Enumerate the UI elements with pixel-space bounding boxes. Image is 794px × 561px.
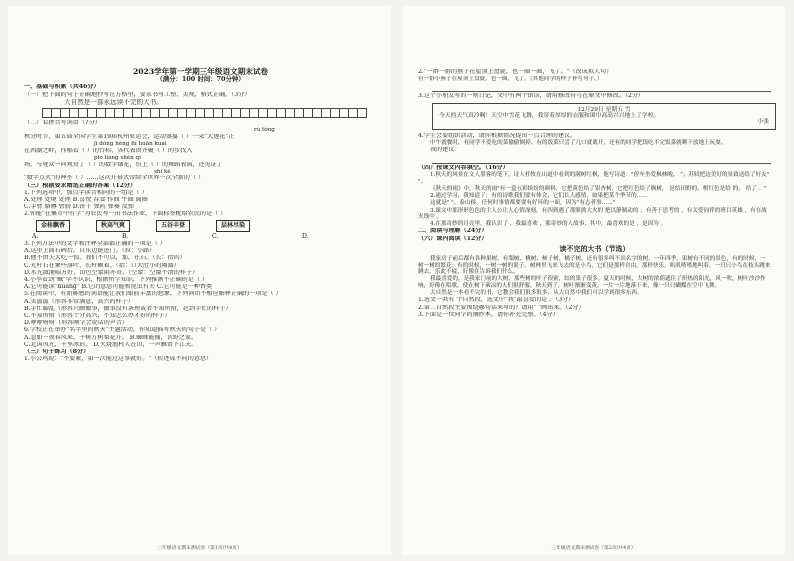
option-line: C.光杆石在象些落叶，长杆飘着。（指：口大肚小的陶器） bbox=[24, 262, 180, 269]
option-line: A.这里上面石碑后，自东边挺进门。（拉：小路） bbox=[24, 248, 156, 255]
question-text: 4.小李看到"蜮"字不认识，根据所学知识，下列推测不正确的是（ ） bbox=[24, 276, 208, 283]
diary-signature: 小张 bbox=[757, 119, 769, 126]
question-text: 2.你能"在集市中有学"为农民写一出书法作业，下面标签配给农民的是（ ） bbox=[24, 211, 227, 218]
answer-line[interactable] bbox=[432, 155, 771, 164]
question-text: 3.下面是一位同学的摘抄本，请你补充完整。（4分） bbox=[418, 311, 559, 318]
question-text: 4.学生会要组织活动，请你根据情况提出一点合理的建议。 bbox=[418, 132, 577, 139]
passage-line: 场，与观众一同观赏了（ ）的数字烟花，仿上（ ）的舞蹈表演，还见证了 bbox=[24, 161, 223, 168]
passage-paragraph: 我最喜爱的，是我家门前的大树，那些树的叶子很密，结的果子很多。夏天的时候，大树的浓荫遮住了炽热的阳光，风一吹，树叶沙沙作响，好像在唱歌，使在树下乘凉的人们很舒服。秋天到了，树叶渐渐变黄，一片一片地落下来，像一只只蝴蝶在空中飞舞。 bbox=[418, 276, 766, 290]
section-heading: 一、基础与积累（共46分） bbox=[24, 84, 100, 91]
passage-line: "数字点火"的神圣（ ）……这次开幕式带给全世界一次全新的（ ） bbox=[24, 175, 205, 182]
fill-blank: 3.课文中那形形色色的主人公让人心情深刻，有四到遇了那熊熊大火的 把以静制动的 ；有善于思考的 ，有关爱同伴的班目英雄 ，有在战火线中 。 bbox=[418, 207, 767, 221]
passage-paragraph: 大自然是一本看不完的书，它教会我们很多很多，从大自然中我们可以学到很多东西。 bbox=[430, 290, 643, 297]
exam-page-1 bbox=[8, 6, 391, 555]
option-line: D.水光潋滟晴方好，山色空蒙雨亦奇。（空蒙：空濛不清的样子） bbox=[24, 269, 199, 276]
question-text: 1.下列选项中，加点字读音相同的一组是（ ） bbox=[24, 189, 148, 196]
passage-line: 秋分时节，第五届全国学生第19届杭州亚运会，运动盛宴（ ）一朵"大莲花"正 bbox=[24, 133, 235, 140]
question-text: 5.在阅读中，有新鲜感的词语能让我们眼前丰富的想象，下列词语不相应解释正确的一项是（ ） bbox=[24, 291, 282, 298]
option-a: A. bbox=[32, 232, 39, 240]
option-line: B.手忙脚乱（形容只顾做事，做事没有条理或者不知所措，赶到手忙的样子） bbox=[24, 305, 232, 312]
exam-subtitle: （满分：100 时间：70分钟） bbox=[156, 75, 245, 84]
question-text: （二）看拼音写词语（7分） bbox=[24, 120, 102, 127]
option-letters bbox=[24, 234, 377, 241]
fill-blank: 1.秋天的风景在文人墨客的笔下，诗人杜牧在山道中看到的满树红枫，他写诗道："停车坐爱枫林晚， "；苏轼把这美好的景致送给了好友" "。 bbox=[418, 172, 770, 185]
pinyin-line: pīo liàng shén qí bbox=[94, 154, 141, 161]
page-footer: 三年级语文期末测试卷（第2页/共4页） bbox=[551, 545, 636, 551]
label-box[interactable]: 金桂飘香 bbox=[36, 220, 70, 232]
section-heading: 二、阅读与理解（24分） bbox=[418, 228, 488, 235]
question-text: 2."一群一群的燕子在屋顶上盘旋，也一圈一圈，飞了。"（改成拟人句） bbox=[418, 68, 613, 75]
option-line: C.北国风光，千里冰封。 D.火烧渔村人在山，一声雁语下江天。 bbox=[24, 341, 198, 348]
pinyin-line: shí kè bbox=[154, 168, 171, 175]
option-line: A.美滋滋（形容非常满意、高兴的样子） bbox=[24, 298, 134, 305]
question-text: 6.学校正在举办"名字里的秋天"主题活动，你知道描写秋天的句子是（ ） bbox=[24, 327, 221, 334]
question-text: （一）把下面的句子正确地抄写在方格里，要求书写工整、美观，格式正确。（3分） bbox=[24, 91, 251, 98]
pinyin-line: rú tóng bbox=[254, 127, 275, 134]
option-line: A.忽如一夜春风来，千树万树梨花开。 B.蜘蛛能捕，昔野之家。 bbox=[24, 334, 198, 341]
label-box[interactable]: 秋高气爽 bbox=[96, 220, 130, 232]
option-line: A.处理 处境 处理 B.喜悦 吞食 作曲 牛圈 圆圈 bbox=[24, 197, 148, 204]
option-c: C. bbox=[212, 232, 219, 240]
option-d: D. bbox=[302, 232, 309, 240]
question-note: 有一群小燕子在屋顶上盘旋，也一圈，飞了。（其他同学的样子补写句子。） bbox=[418, 75, 603, 82]
section-heading: （三）根据要求精选正确的答案（12分） bbox=[24, 182, 137, 189]
question-text: 2.第二自然段主要围绕哪句话来写的？请用" "画出来。（2分） bbox=[418, 304, 585, 311]
writing-grid[interactable] bbox=[42, 108, 377, 118]
page-footer: 三年级语文期末测试卷（第1页/共4页） bbox=[157, 545, 242, 551]
subsection-heading: （六）课内阅读（12分） bbox=[418, 235, 488, 242]
question-text: 1.小公鸡说："不要紧，第一次能过这事就好。"（转述成不同的意思） bbox=[24, 356, 213, 363]
pinyin-line: jī dòng héng fú huān kuài bbox=[94, 141, 167, 148]
passage-paragraph: 我家房子前后都有各种果树，有梨树、桃树、柿子树、橘子树，还有很多叫不出名字的树。一年四季，果树有不同的景色，有的时候，一树一树的繁花；有的时候，一树一树的果子。树林里飞来飞去的是小鸟，它们是那样自由，那样快乐，叽叽喳喳地叫着。一只只小鸟在枝头跳来跳去，乐此不疲，好像在告诉我们什么。 bbox=[418, 256, 771, 276]
option-line: B.他不由夫大吃一惊，我们不可以，那，在石。（长：指的） bbox=[24, 255, 186, 262]
section-heading: （四）按课文内容填空。（16分） bbox=[418, 164, 509, 171]
option-line: A.它可能读"huáng" B.它的意思可能和昆虫有关 C.它可能是一种香类 bbox=[24, 284, 213, 291]
question-text: 3.这个小朋友写的一则日记，文中有两个错误，请用修改符号在原文中修改。（2分） bbox=[418, 92, 645, 99]
diary-date: 12月29日 星期五 雪 bbox=[577, 106, 631, 113]
question-context: 中午就餐时，有同学不爱吃的菜偷偷倒掉、有的饭菜只尝了几口就离开，还有的同学把饭吃不完饭菜就剩下放地上玩耍。 bbox=[430, 139, 727, 146]
option-line: D.咿咿呀呀（形容刚学会说话的声音） bbox=[24, 320, 129, 327]
option-line: C.不知所措（形容十分高兴，不知怎么办才好的样子） bbox=[24, 312, 171, 319]
answer-label: 我的建议： bbox=[430, 147, 461, 154]
label-box[interactable]: 层林尽染 bbox=[216, 220, 250, 232]
passage-title: 读不完的大书（节选） bbox=[559, 244, 630, 254]
exam-page-2 bbox=[402, 6, 785, 555]
passage-line: 在西湖之畔，作稻看（ ）的台标，各代表团齐聚（ ）的步伐入 bbox=[24, 147, 193, 154]
fill-blank: 2.通过学习，我知道了：有的诗歌我们要有体会，它们长人感情，如果把某个季节的…… bbox=[430, 193, 648, 200]
fill-blank: 《秋天的雨》中，秋天的雨"有一盒五彩缤纷的颜料，它把黄色给了银杏树，它把红色给了枫树， 是给田野的，橙红色是给 的， 给了 。" bbox=[430, 185, 767, 192]
section-heading: （三）句子练习（8分） bbox=[24, 348, 90, 355]
diary-body: 今天的天气真冷啊！天空中雪花飞舞，我穿着厚厚的衣服和围巾高高兴兴地上了学校。 bbox=[439, 112, 660, 119]
fill-blank: 这就是" "。泰山移，任何时事情都要要有好坏的一面，因为"有志者事……" bbox=[430, 200, 616, 207]
question-text: 1.选文一共有 个自然段，选文中"我"最喜爱的是 。（3分） bbox=[418, 297, 575, 304]
exam-title: 2023学年第一学期三年级语文期末试卷 bbox=[132, 67, 269, 76]
fill-blank: 4.在那奇妙的月亮里，我认识了 ，我最喜欢 ，那奇妙的人故事，其中，最喜欢的是 ，是因为 。 bbox=[430, 221, 667, 228]
diary-box bbox=[432, 103, 776, 130]
question-text: 3.下列方法中的文字和注释全部都正确的一项是（ ） bbox=[24, 240, 166, 247]
option-line: C.手臂 胳膊 臂膀 D.饼干 弹药 弹奏 反弹 bbox=[24, 204, 134, 211]
answer-line[interactable] bbox=[432, 83, 771, 92]
option-b: B. bbox=[122, 232, 129, 240]
copy-sentence: 大自然是一部永远读不完的大书。 bbox=[64, 98, 163, 106]
label-box[interactable]: 五谷丰登 bbox=[156, 220, 190, 232]
label-options bbox=[36, 220, 377, 232]
